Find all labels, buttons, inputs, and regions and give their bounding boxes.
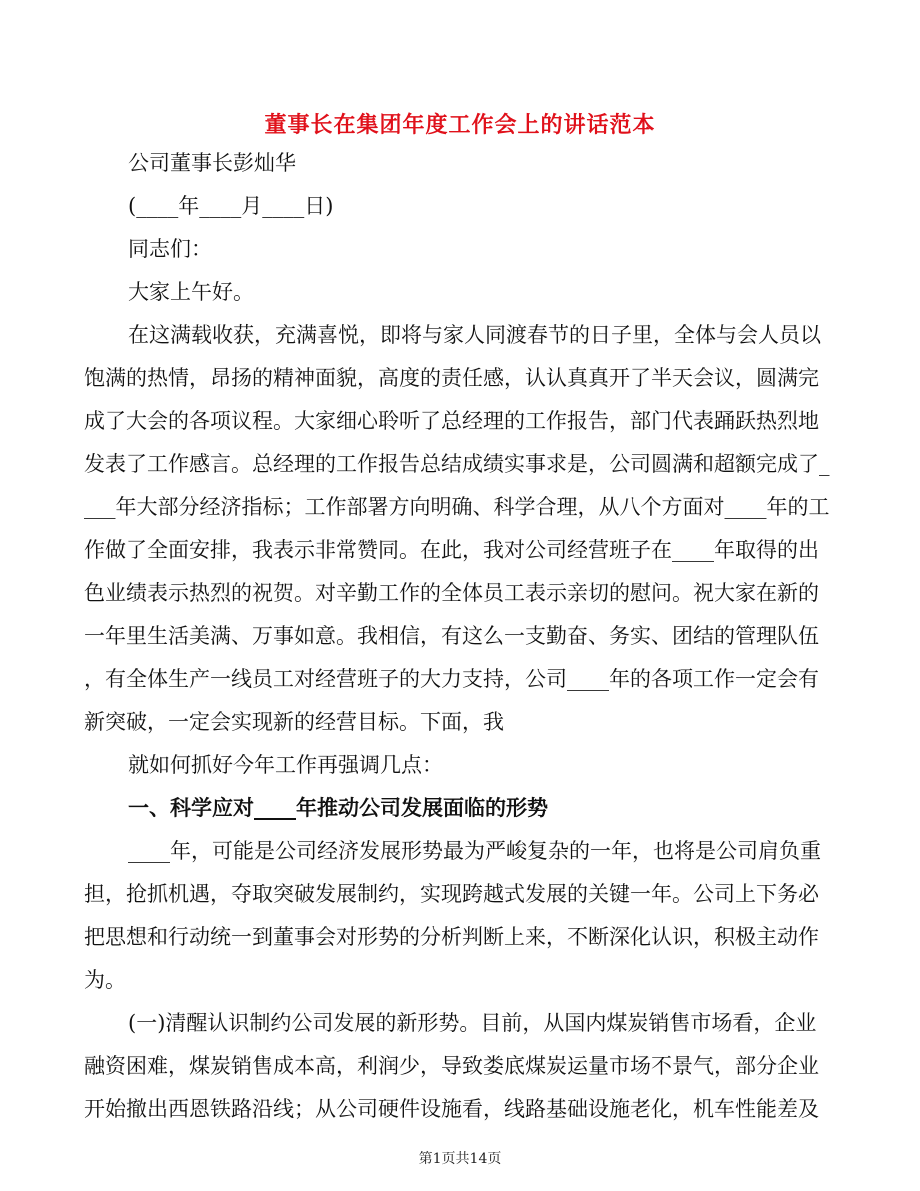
greeting: 大家上午好。	[128, 280, 254, 304]
paragraph-line: ____年，可能是公司经济发展形势最为严峻复杂的一年，也将是公司肩负重	[128, 839, 821, 863]
page-footer: 第1页共14页	[418, 1151, 502, 1167]
speaker-line: 公司董事长彭灿华	[128, 151, 296, 175]
paragraph-line: 把思想和行动统一到董事会对形势的分析判断上来，不断深化认识，积极主动作	[84, 925, 819, 949]
section-heading: 一、科学应对____年推动公司发展面临的形势	[128, 795, 548, 820]
document-title: 董事长在集团年度工作会上的讲话范本	[264, 112, 656, 138]
paragraph-line: 饱满的热情，昂扬的精神面貌，高度的责任感，认认真真开了半天会议，圆满完	[84, 366, 819, 390]
paragraph-line: 一年里生活美满、万事如意。我相信，有这么一支勤奋、务实、团结的管理队伍	[84, 624, 819, 648]
paragraph-line: 开始撤出西恩铁路沿线；从公司硬件设施看，线路基础设施老化，机车性能差及	[84, 1097, 819, 1121]
paragraph-line: 色业绩表示热烈的祝贺。对辛勤工作的全体员工表示亲切的慰问。祝大家在新的	[84, 581, 819, 605]
paragraph-line: (一)清醒认识制约公司发展的新形势。目前，从国内煤炭销售市场看，企业	[128, 1011, 817, 1035]
paragraph-line: 为。	[84, 968, 126, 992]
paragraph-line: 新突破，一定会实现新的经营目标。下面，我	[84, 710, 504, 734]
date-line: (____年____月____日)	[128, 194, 334, 218]
paragraph-line: ___年大部分经济指标；工作部署方向明确、科学合理，从八个方面对____年的工	[84, 495, 830, 519]
salutation: 同志们：	[128, 237, 212, 261]
paragraph-line: 就如何抓好今年工作再强调几点：	[128, 753, 443, 777]
paragraph-line: 在这满载收获，充满喜悦，即将与家人同渡春节的日子里，全体与会人员以	[128, 323, 821, 347]
paragraph-line: ，有全体生产一线员工对经营班子的大力支持，公司____年的各项工作一定会有	[84, 667, 819, 691]
paragraph-line: 成了大会的各项议程。大家细心聆听了总经理的工作报告，部门代表踊跃热烈地	[84, 409, 819, 433]
paragraph-line: 融资困难，煤炭销售成本高，利润少，导致娄底煤炭运量市场不景气，部分企业	[84, 1054, 819, 1078]
paragraph-line: 发表了工作感言。总经理的工作报告总结成绩实事求是，公司圆满和超额完成了_	[84, 452, 830, 476]
paragraph-line: 作做了全面安排，我表示非常赞同。在此，我对公司经营班子在____年取得的出	[84, 538, 819, 562]
paragraph-line: 担，抢抓机遇，夺取突破发展制约，实现跨越式发展的关键一年。公司上下务必	[84, 882, 819, 906]
